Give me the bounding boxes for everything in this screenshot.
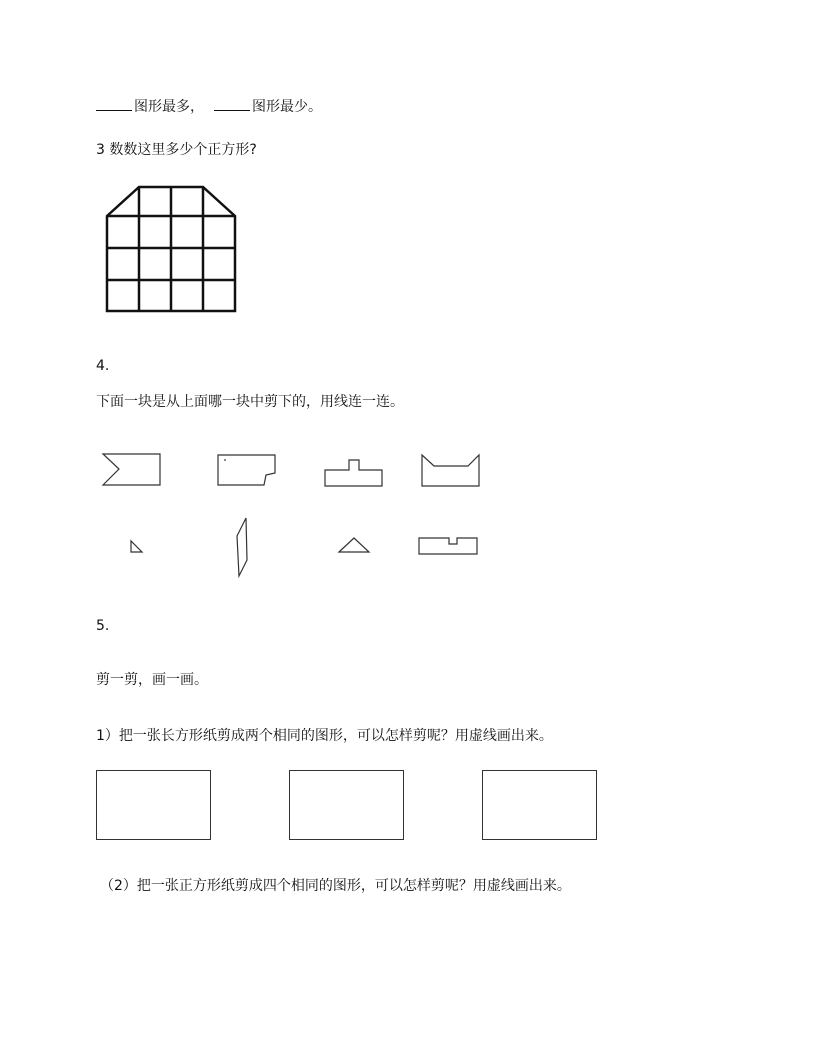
house-grid-figure — [104, 183, 244, 318]
q4-instruction: 下面一块是从上面哪一块中剪下的，用线连一连。 — [96, 394, 404, 410]
q2-fill-line — [96, 96, 322, 117]
cut-piece-triangle[interactable] — [337, 535, 373, 555]
source-shape-2[interactable] — [216, 452, 278, 488]
q5-instruction: 剪一剪，画一画。 — [96, 672, 208, 688]
q2-least-label: 图形最少。 — [252, 99, 322, 115]
source-shape-4[interactable] — [420, 452, 482, 488]
cut-piece-notched-rect[interactable] — [417, 535, 479, 557]
cut-piece-parallelogram[interactable] — [234, 516, 250, 578]
drawing-rectangle-3[interactable] — [482, 770, 597, 840]
source-shape-3[interactable] — [322, 456, 384, 492]
source-shape-1[interactable] — [102, 452, 162, 488]
q4-number: 4. — [96, 358, 110, 374]
drawing-rectangle-1[interactable] — [96, 770, 211, 840]
drawing-rectangle-2[interactable] — [289, 770, 404, 840]
q5-part2: （2）把一张正方形纸剪成四个相同的图形，可以怎样剪呢？用虚线画出来。 — [100, 878, 571, 894]
q3-title: 3 数数这里多少个正方形? — [96, 142, 257, 158]
answer-blank-most[interactable] — [96, 96, 132, 111]
q5-part1: 1）把一张长方形纸剪成两个相同的图形，可以怎样剪呢？用虚线画出来。 — [96, 728, 553, 744]
q2-most-label: 图形最多， — [134, 99, 204, 115]
cut-piece-triangle-small[interactable] — [129, 539, 145, 555]
q5-number: 5. — [96, 618, 110, 634]
answer-blank-least[interactable] — [214, 96, 250, 111]
